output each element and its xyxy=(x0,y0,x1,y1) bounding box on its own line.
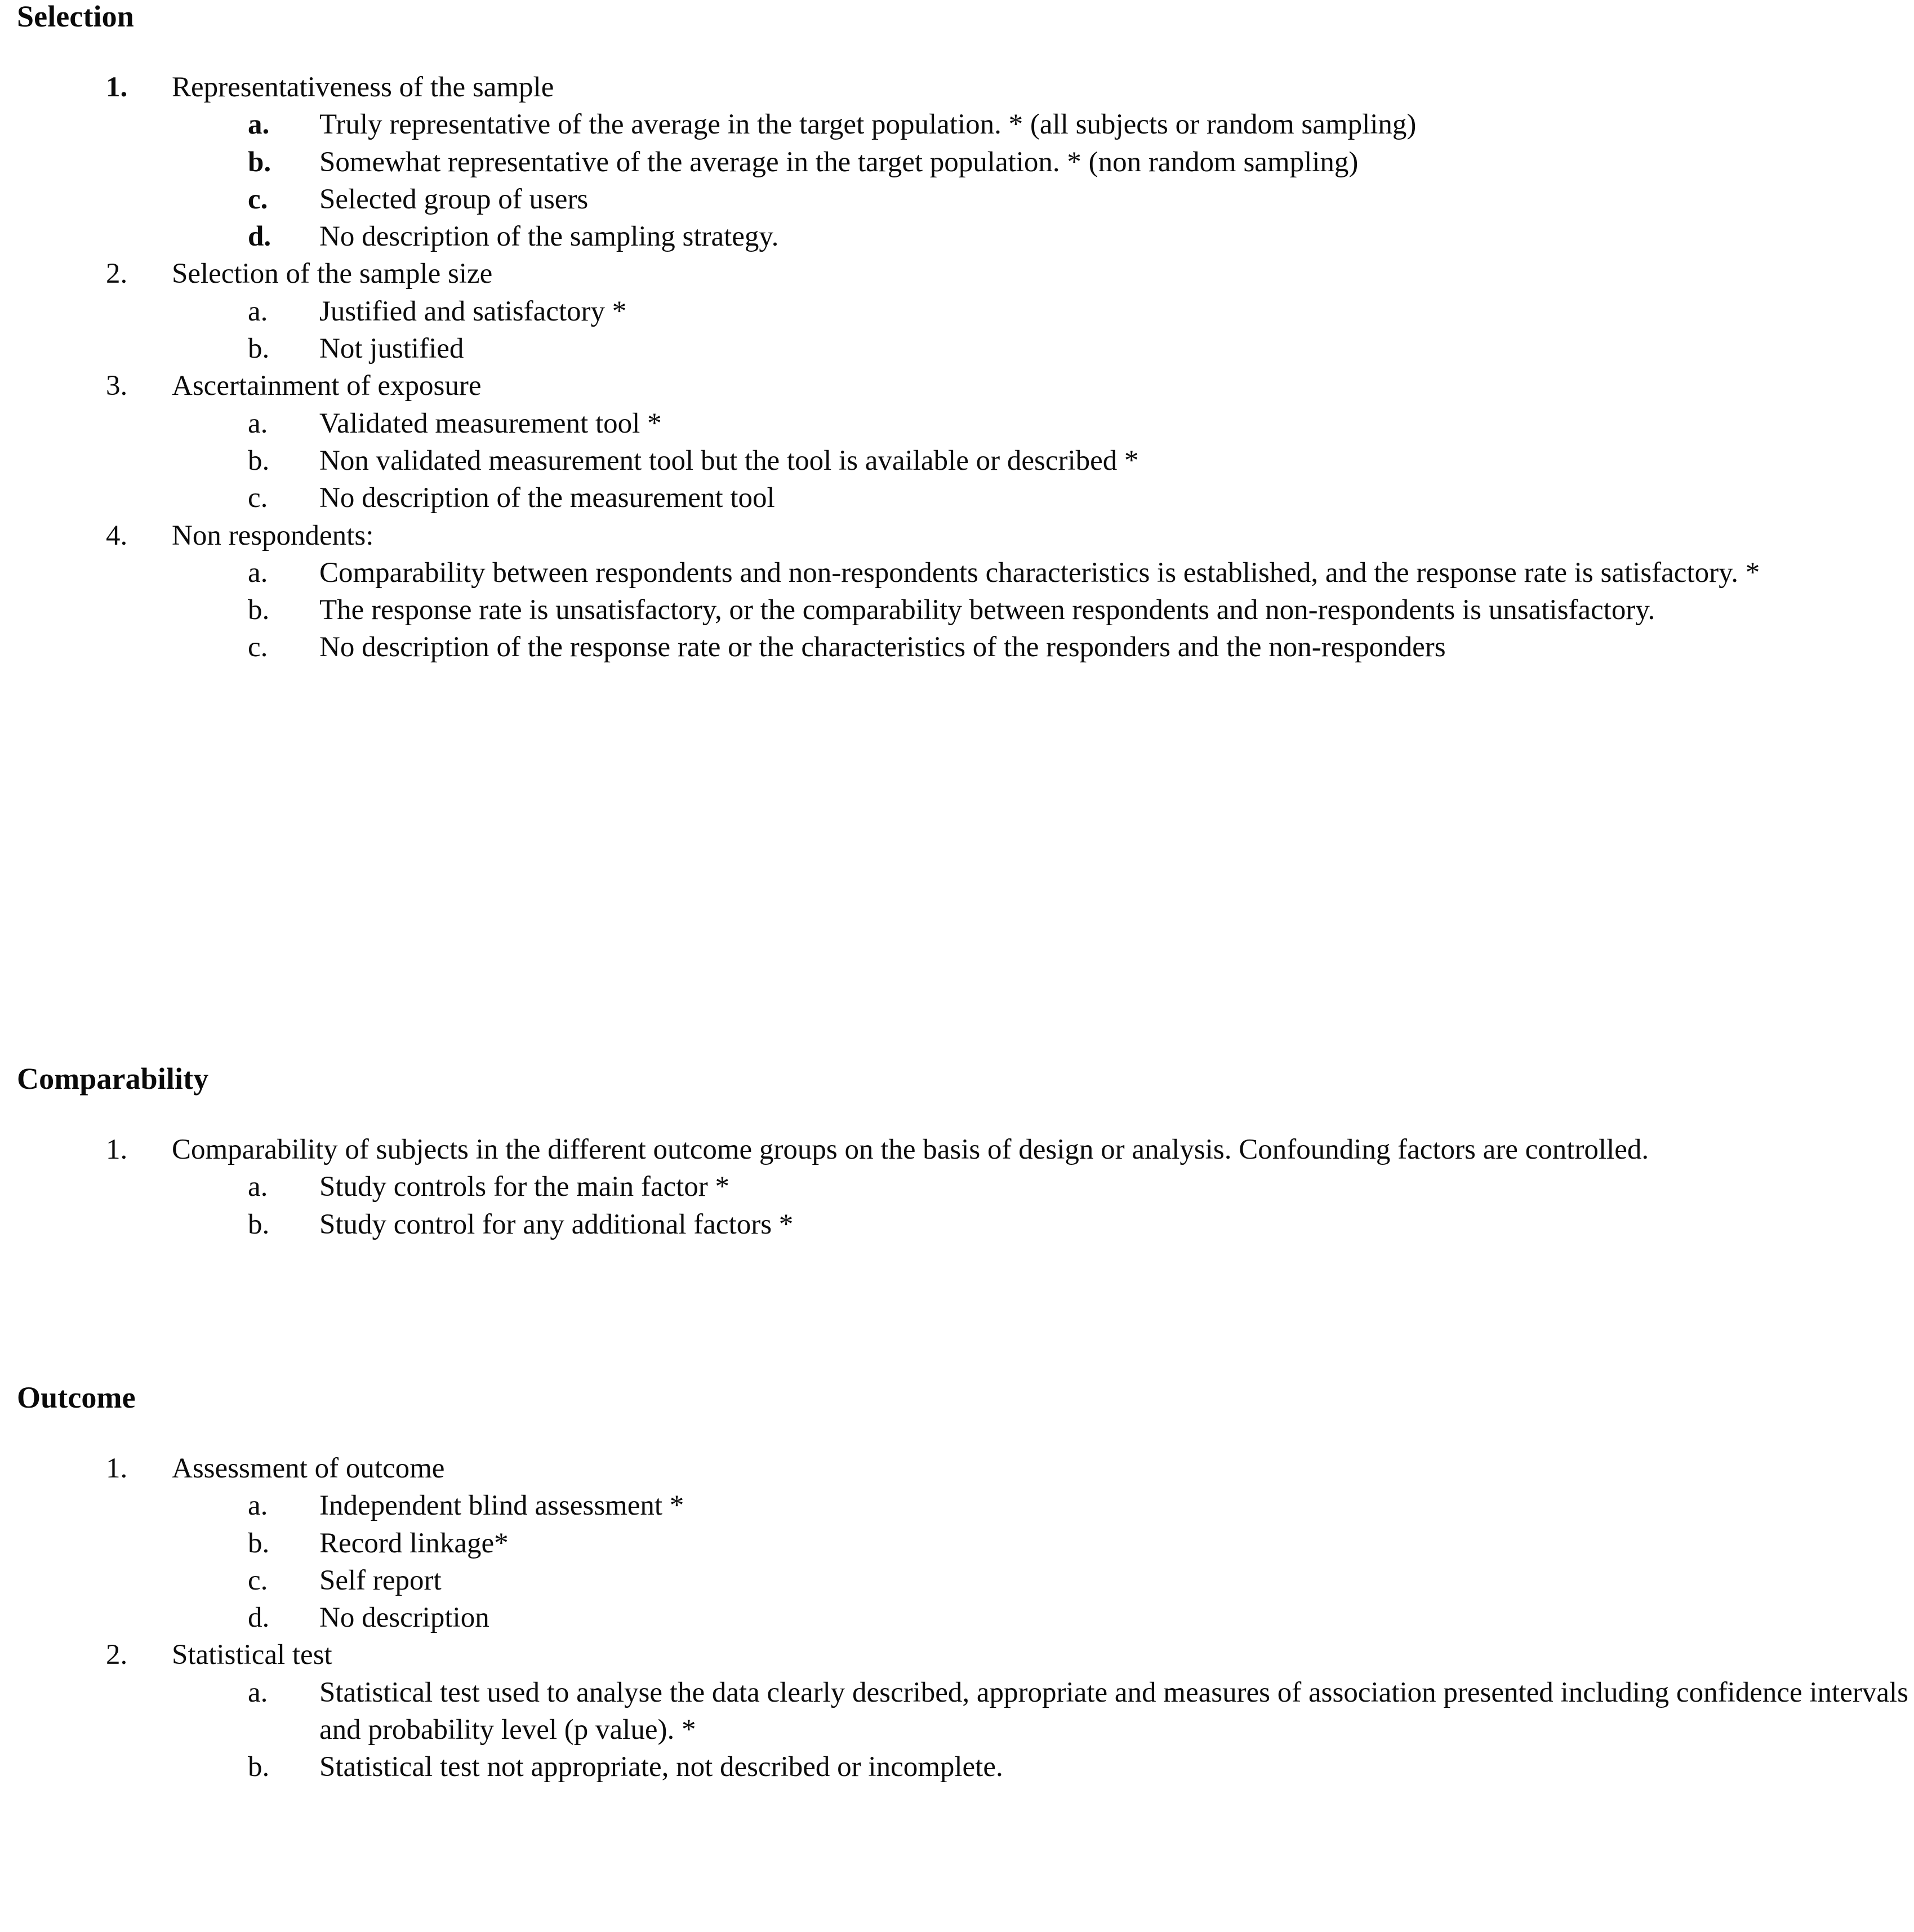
sublist xyxy=(172,405,1909,517)
list-marker: a. xyxy=(248,557,268,589)
list-text: No description of the measurement tool xyxy=(319,482,775,514)
list-marker: c. xyxy=(248,183,268,215)
list-marker: b. xyxy=(248,1208,270,1240)
list-item xyxy=(172,591,1909,629)
list-text: Statistical test used to analyse the data clearly described, appropriate and measures of association presented including confidence intervals and probability level (p value). * xyxy=(319,1676,1908,1746)
list-text: Justified and satisfactory * xyxy=(319,295,627,327)
selection-list xyxy=(17,69,1909,666)
list-text: No description of the sampling strategy. xyxy=(319,221,779,253)
list-item xyxy=(17,517,1909,666)
list-marker: c. xyxy=(248,631,268,664)
list-item xyxy=(17,1131,1909,1243)
list-item xyxy=(172,1748,1909,1786)
section-body-comparability xyxy=(17,1131,1909,1243)
list-item xyxy=(172,1206,1909,1243)
list-text: Not justified xyxy=(319,333,464,365)
list-text: Truly representative of the average in the target population. * (all subjects or random sampling) xyxy=(319,109,1417,141)
list-item xyxy=(172,1168,1909,1205)
section-heading-outcome: Outcome xyxy=(17,1381,136,1414)
list-marker: a. xyxy=(248,1490,268,1522)
list-text: Statistical test not appropriate, not described or incomplete. xyxy=(319,1751,1003,1783)
section-body-selection xyxy=(17,69,1909,666)
list-item xyxy=(172,405,1909,442)
list-text: Comparability of subjects in the different outcome groups on the basis of design or analysis. Confounding factors are controlled. xyxy=(172,1134,1649,1165)
list-marker: 3. xyxy=(106,370,128,402)
list-item xyxy=(172,106,1909,143)
sublist xyxy=(172,1168,1909,1243)
section-heading-selection: Selection xyxy=(17,0,134,33)
list-marker: 2. xyxy=(106,1639,128,1671)
list-item xyxy=(172,554,1909,591)
list-text: Selected group of users xyxy=(319,183,589,215)
list-item xyxy=(17,367,1909,517)
list-item xyxy=(172,1674,1909,1749)
list-text: Study controls for the main factor * xyxy=(319,1171,729,1203)
list-item xyxy=(172,144,1909,181)
list-text: Non validated measurement tool but the tool is available or described * xyxy=(319,444,1139,477)
list-text: Study control for any additional factors * xyxy=(319,1208,794,1240)
list-text: Comparability between respondents and non-respondents characteristics is established, and the response rate is satisfactory. * xyxy=(319,557,1760,589)
list-text: The response rate is unsatisfactory, or the comparability between respondents and non-respondents is unsatisfactory. xyxy=(319,594,1655,626)
list-item xyxy=(172,479,1909,517)
list-marker: a. xyxy=(248,1171,268,1203)
list-marker: b. xyxy=(248,1751,270,1783)
list-text: Somewhat representative of the average in the target population. * (non random sampling) xyxy=(319,146,1359,178)
list-text: Self report xyxy=(319,1564,442,1596)
list-item xyxy=(17,255,1909,367)
list-text: Statistical test xyxy=(172,1639,332,1671)
list-item xyxy=(172,1562,1909,1599)
list-text: Assessment of outcome xyxy=(172,1453,445,1484)
list-text: Ascertainment of exposure xyxy=(172,370,482,402)
list-item xyxy=(172,218,1909,255)
list-text: No description of the response rate or the characteristics of the responders and the non-responders xyxy=(319,631,1446,664)
list-marker: 2. xyxy=(106,258,128,290)
list-item xyxy=(172,1599,1909,1636)
list-text: Record linkage* xyxy=(319,1527,509,1559)
list-item xyxy=(172,442,1909,479)
list-item xyxy=(17,1636,1909,1786)
list-marker: a. xyxy=(248,1676,268,1708)
list-text: Non respondents: xyxy=(172,519,374,551)
list-text: Selection of the sample size xyxy=(172,258,493,290)
list-marker: a. xyxy=(248,407,268,439)
section-heading-comparability: Comparability xyxy=(17,1062,209,1096)
section-body-outcome xyxy=(17,1450,1909,1786)
list-text: Representativeness of the sample xyxy=(172,72,554,103)
list-item xyxy=(17,69,1909,255)
list-item xyxy=(172,181,1909,218)
list-marker: c. xyxy=(248,1564,268,1596)
sublist xyxy=(172,106,1909,255)
list-marker: b. xyxy=(248,594,270,626)
list-item xyxy=(172,1487,1909,1524)
list-marker: d. xyxy=(248,1602,270,1634)
list-marker: 1. xyxy=(106,1453,128,1484)
list-marker: 1. xyxy=(106,72,128,103)
list-marker: b. xyxy=(248,333,270,365)
outcome-list xyxy=(17,1450,1909,1786)
list-marker: a. xyxy=(248,109,270,141)
sublist xyxy=(172,1487,1909,1636)
sublist xyxy=(172,293,1909,368)
list-marker: c. xyxy=(248,482,268,514)
comparability-list xyxy=(17,1131,1909,1243)
list-text: Independent blind assessment * xyxy=(319,1490,684,1522)
list-marker: b. xyxy=(248,146,271,178)
list-item xyxy=(172,629,1909,666)
sublist xyxy=(172,1674,1909,1786)
list-item xyxy=(172,293,1909,330)
list-item xyxy=(172,330,1909,367)
list-text: No description xyxy=(319,1602,489,1634)
list-marker: 4. xyxy=(106,519,128,551)
list-marker: a. xyxy=(248,295,268,327)
list-text: Validated measurement tool * xyxy=(319,407,662,439)
sublist xyxy=(172,554,1909,666)
list-marker: d. xyxy=(248,221,271,253)
list-marker: b. xyxy=(248,1527,270,1559)
list-item xyxy=(172,1525,1909,1562)
list-marker: b. xyxy=(248,444,270,477)
list-item xyxy=(17,1450,1909,1636)
list-marker: 1. xyxy=(106,1134,128,1165)
